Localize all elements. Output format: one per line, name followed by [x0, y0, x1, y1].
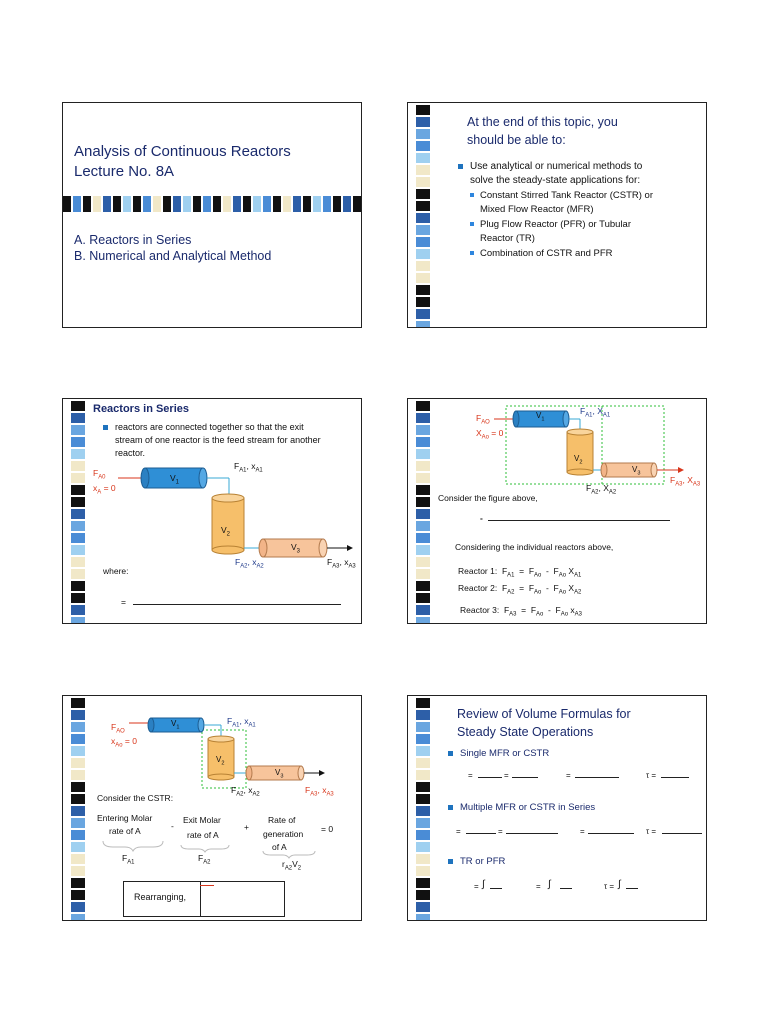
slide-6-blank-3 — [575, 777, 619, 778]
slide-6-b2 — [448, 802, 595, 813]
slide-5-below1: $F_{A1}$ — [122, 853, 135, 866]
slide-4-v2: $V_2$ — [574, 454, 583, 466]
slide-5-reactor-diagram — [63, 696, 362, 796]
slide-5-arrow-mark — [200, 885, 214, 886]
slide-5-below3: $r_{A2}V_2$ — [282, 859, 302, 872]
slide-5-col3-line2: generation — [263, 829, 304, 839]
slide-6-tau-3: τ = — [604, 882, 615, 891]
slide-6-eq-3: = — [456, 827, 461, 836]
slide-5-xa0: $x_{Ao} = 0$ — [111, 736, 137, 749]
slide-2 — [407, 102, 707, 328]
slide-6-f1: = — [468, 771, 473, 780]
slide-3-v3: $V_3$ — [291, 542, 300, 555]
slide-6-integral-1: ∫ — [482, 879, 485, 890]
slide-5-col3-line3: of A — [272, 842, 287, 852]
slide-5-minus: - — [171, 821, 174, 831]
slide-5-v3: $V_3$ — [275, 768, 284, 780]
slide-6 — [407, 695, 707, 921]
slide-5-col3-line1: Rate of — [268, 815, 296, 825]
slide-2-sub3-text: Combination of CSTR and PFR — [480, 248, 613, 259]
slide-2-heading-line2: should be able to: — [467, 133, 566, 147]
slide-6-integral-2: ∫ — [548, 879, 551, 890]
slide-2-bullet-line2: solve the steady-state applications for: — [470, 175, 641, 186]
slide-6-heading-line2: Steady State Operations — [457, 725, 594, 739]
slide-1-item-b: B. Numerical and Analytical Method — [74, 249, 272, 263]
slide-4-reactor-diagram — [408, 399, 707, 499]
slide-6-tau-2: τ = — [646, 827, 657, 836]
slide-4-fa1-xa1: $F_{A1}$, $X_{A1}$ — [580, 406, 611, 419]
slide-6-eq-6: = — [474, 882, 479, 891]
slide-2-sub3 — [470, 248, 613, 259]
slide-6-b1 — [448, 748, 549, 759]
slide-2-sub2 — [470, 219, 631, 230]
slide-5-equals-zero: = 0 — [321, 824, 334, 834]
slide-2-sub1-line2: Mixed Flow Reactor (MFR) — [480, 204, 594, 215]
slide-1-title-line2: Lecture No. 8A — [74, 163, 175, 180]
slide-6-blank-7 — [588, 833, 634, 834]
slide-4-xa0: $X_{Ao} = 0$ — [476, 428, 504, 441]
slide-3-bullet — [103, 422, 304, 432]
slide-3-heading: Reactors in Series — [93, 403, 189, 415]
slide-3-where: where: — [103, 566, 129, 576]
slide-5-plus: + — [244, 822, 249, 832]
slide-5-v1: $V_1$ — [171, 719, 180, 731]
slide-3-bullet-line2: stream of one reactor is the feed stream for another — [115, 435, 321, 445]
slide-6-b3 — [448, 856, 505, 867]
slide-6-blank-8 — [662, 833, 702, 834]
slide-6-eq-7: = — [536, 882, 541, 891]
slide-1-title-line1: Analysis of Continuous Reactors — [74, 143, 291, 160]
slide-2-bullet-line1: Use analytical or numerical methods to — [470, 161, 643, 172]
slide-5-rearranging: Rearranging, — [134, 892, 187, 902]
slide-3-bullet-line1: reactors are connected together so that the exit — [115, 422, 304, 432]
slide-6-b3-text: TR or PFR — [460, 856, 506, 867]
slide-1-decorative-band — [63, 195, 362, 215]
slide-4-considering: Considering the individual reactors above, — [455, 542, 614, 552]
slide-3-blank-line — [133, 604, 341, 605]
slide-6-blank-1 — [478, 777, 502, 778]
slide-6-eq-1: = — [504, 771, 509, 780]
slide-4-r2: Reactor 2: $F_{A2} = F_{Ao} - F_{Ao}$ $X_{A2}$ — [458, 583, 582, 596]
slide-1 — [62, 102, 362, 328]
slide-2-decorative-strip — [408, 103, 434, 328]
slide-4 — [407, 398, 707, 624]
slide-6-blank-2 — [512, 777, 538, 778]
slide-3-v2: $V_2$ — [221, 525, 230, 538]
slide-6-blank-5 — [466, 833, 496, 834]
slide-4-r1: Reactor 1: $F_{A1} = F_{Ao} - F_{Ao}$ $X_{A1}$ — [458, 566, 582, 579]
slide-5-col2-line2: rate of A — [187, 830, 219, 840]
slide-6-integral-3: ∫ — [618, 879, 621, 890]
slide-4-consider: Consider the figure above, — [438, 493, 538, 503]
slide-5-braces — [63, 839, 362, 859]
slide-3-xa0: $x_A = 0$ — [93, 483, 116, 496]
slide-1-item-a: A. Reactors in Series — [74, 233, 192, 247]
slide-6-tau-1: τ = — [646, 771, 657, 780]
slide-5-rearranging-divider — [200, 882, 201, 916]
slide-2-sub1 — [470, 190, 653, 201]
slide-4-dash: - — [480, 513, 483, 523]
slide-2-bullet — [458, 161, 642, 172]
slide-6-eq-2: = — [566, 771, 571, 780]
slide-4-v1: $V_1$ — [536, 411, 545, 423]
slide-5 — [62, 695, 362, 921]
slide-6-blank-10 — [560, 888, 572, 889]
slide-5-rearranging-box — [123, 881, 285, 917]
slide-3-v1: $V_1$ — [170, 473, 179, 486]
slide-6-b1-text: Single MFR or CSTR — [460, 748, 550, 759]
slide-2-sub2-line2: Reactor (TR) — [480, 233, 535, 244]
slide-2-heading-line1: At the end of this topic, you — [467, 115, 618, 129]
slide-6-b2-text: Multiple MFR or CSTR in Series — [460, 802, 596, 813]
slide-5-col1-line1: Entering Molar — [97, 813, 153, 823]
slide-4-fa3-xa3: $F_{A3}$, $X_{A3}$ — [670, 475, 701, 488]
slide-3 — [62, 398, 362, 624]
slide-4-fa2-xa2: $F_{A2}$, $X_{A2}$ — [586, 483, 617, 496]
reactor-v2-cstr — [212, 494, 244, 554]
slide-3-fa2-xa2: $F_{A2}$, $x_{A2}$ — [235, 557, 264, 570]
slide-5-fa1-xa1: $F_{A1}$, $x_{A1}$ — [227, 716, 256, 729]
slide-6-blank-4 — [661, 777, 689, 778]
slide-5-col2-line1: Exit Molar — [183, 815, 221, 825]
slide-2-sub1-line1: Constant Stirred Tank Reactor (CSTR) or — [480, 190, 653, 201]
slide-6-blank-11 — [626, 888, 638, 889]
slide-4-v3: $V_3$ — [632, 465, 641, 477]
slide-3-fa1-xa1: $F_{A1}$, $x_{A1}$ — [234, 461, 263, 474]
slide-2-sub2-line1: Plug Flow Reactor (PFR) or Tubular — [480, 219, 631, 230]
slide-6-blank-9 — [490, 888, 502, 889]
slide-3-fa0: $F_{A0}$ — [93, 468, 106, 481]
slide-4-r3: Reactor 3: $F_{A3} = F_{Ao} - F_{Ao}$ $x_{A3}$ — [460, 605, 582, 618]
slide-4-fa0: $F_{AO}$ — [476, 413, 490, 426]
slide-6-heading-line1: Review of Volume Formulas for — [457, 707, 631, 721]
slide-3-equals: = — [121, 597, 126, 607]
slide-6-eq-4: = — [498, 827, 503, 836]
slide-5-fa2-xa2: $F_{A2}$, $x_{A2}$ — [231, 785, 260, 798]
reactor-v2-cstr — [567, 429, 593, 475]
slide-6-eq-5: = — [580, 827, 585, 836]
slide-5-consider: Consider the CSTR: — [97, 793, 174, 803]
slide-5-fa3-xa3: $F_{A3}$, $x_{A3}$ — [305, 785, 334, 798]
slide-6-blank-6 — [506, 833, 558, 834]
slide-5-col1-line2: rate of A — [109, 826, 141, 836]
slide-4-blank-line — [488, 520, 670, 521]
slide-5-v2: $V_2$ — [216, 755, 225, 767]
slide-6-decorative-strip — [408, 696, 434, 921]
slide-3-bullet-line3: reactor. — [115, 448, 146, 458]
slide-3-fa3-xa3: $F_{A3}$, $x_{A3}$ — [327, 557, 356, 570]
slide-5-below2: $F_{A2}$ — [198, 853, 211, 866]
reactor-v3-pfr — [601, 463, 657, 477]
slide-5-fa0: $F_{AO}$ — [111, 722, 125, 735]
